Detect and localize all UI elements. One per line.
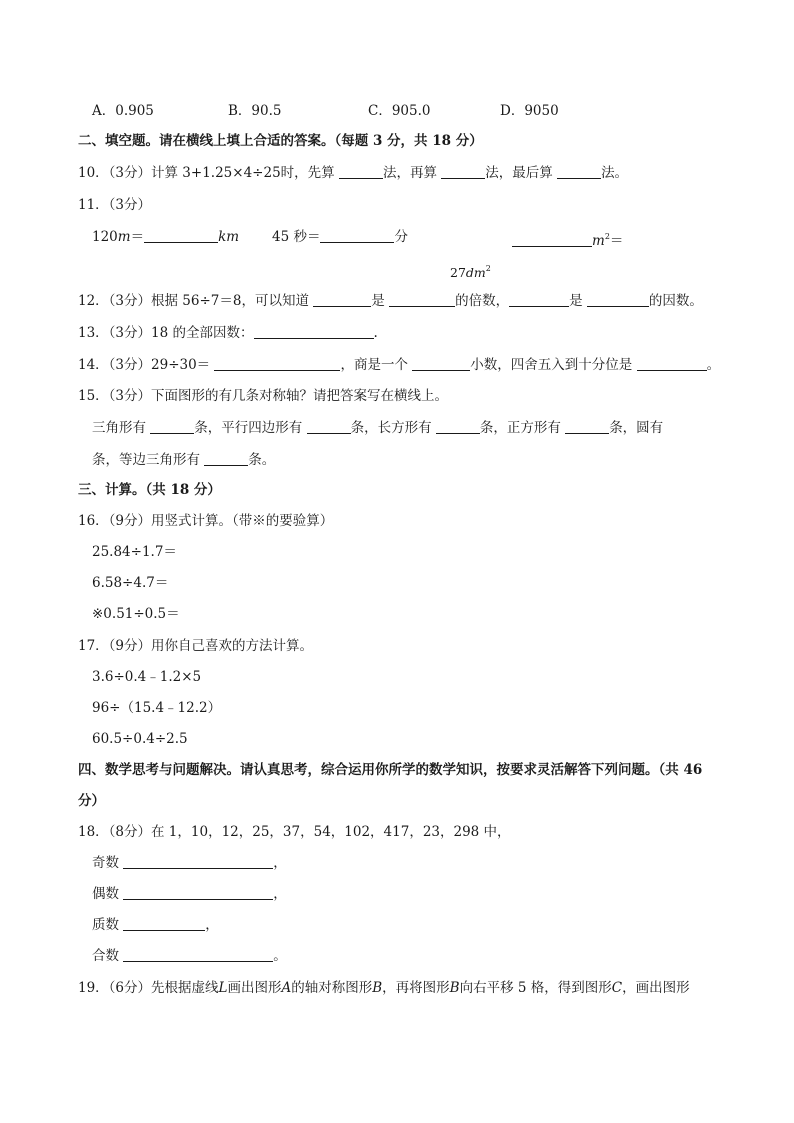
question-16-title: 16．（9分）用竖式计算。（带※的要验算）: [78, 513, 334, 529]
answer-blank[interactable]: [412, 357, 470, 371]
option-d: D．9050: [500, 103, 559, 119]
answer-blank[interactable]: [313, 293, 371, 307]
answer-blank[interactable]: [123, 886, 273, 900]
q16-item-3: ※0.51÷0.5＝: [92, 606, 180, 622]
option-a: A．0.905: [92, 103, 154, 119]
q16-item-1: 25.84÷1.7＝: [92, 544, 177, 560]
q11-conversion-2: 45 秒＝ 分: [272, 229, 408, 245]
answer-blank[interactable]: [123, 917, 205, 931]
question-18-title: 18．（8分）在 1，10，12，25，37，54，102，417，23，298 中，: [78, 824, 511, 840]
answer-blank[interactable]: [123, 948, 273, 962]
question-15-title: 15．（3分）下面图形的有几条对称轴？请把答案写在横线上。: [78, 388, 449, 404]
question-13: 13．（3分）18 的全部因数： .: [78, 325, 378, 341]
q18-prime-line: 质数 ，: [92, 917, 219, 933]
answer-blank[interactable]: [436, 420, 480, 434]
q11-conversion-1: 120m＝ km: [92, 229, 240, 245]
section-heading-calculation: 三、计算。（共 18 分）: [78, 482, 221, 498]
q11-conversion-3: $m^2=$: [512, 228, 623, 250]
answer-blank[interactable]: [254, 325, 374, 339]
answer-blank[interactable]: [389, 293, 455, 307]
q17-item-3: 60.5÷0.4÷2.5: [92, 731, 188, 747]
answer-blank[interactable]: [587, 293, 649, 307]
answer-blank[interactable]: [307, 420, 351, 434]
q18-even-line: 偶数 ，: [92, 886, 287, 902]
option-c: C．905.0: [368, 103, 431, 119]
answer-blank[interactable]: [144, 229, 218, 243]
q17-item-2: 96÷（15.4﹣12.2）: [92, 700, 222, 716]
question-17-title: 17．（9分）用你自己喜欢的方法计算。: [78, 638, 314, 654]
answer-blank[interactable]: [509, 293, 569, 307]
question-15-line-2: 条，等边三角形有 条。: [92, 452, 276, 468]
q18-odd-line: 奇数 ，: [92, 855, 287, 871]
answer-blank[interactable]: [512, 233, 592, 247]
question-10: 10．（3分）计算 3+1.25×4÷25时，先算 法，再算 法，最后算 法。: [78, 165, 629, 181]
answer-blank[interactable]: [204, 452, 248, 466]
answer-blank[interactable]: [637, 357, 707, 371]
answer-blank[interactable]: [214, 357, 340, 371]
question-14: 14．（3分）29÷30＝ ，商是一个 小数，四舍五入到十分位是 。: [78, 357, 721, 373]
option-b: B．90.5: [228, 103, 282, 119]
question-12: 12．（3分）根据 56÷7＝8，可以知道 是 的倍数， 是 的因数。: [78, 293, 703, 309]
section-heading-problem-solving: 四、数学思考与问题解决。请认真思考，综合运用你所学的数学知识，按要求灵活解答下列问题。（共 46: [78, 762, 703, 778]
q17-item-1: 3.6÷0.4﹣1.2×5: [92, 669, 202, 685]
q11-conversion-3-value: $27dm^2$: [450, 264, 491, 280]
answer-blank[interactable]: [320, 229, 394, 243]
answer-blank[interactable]: [441, 165, 485, 179]
section-heading-problem-solving-cont: 分）: [78, 793, 105, 809]
question-11-header: 11．（3分）: [78, 197, 152, 213]
answer-blank[interactable]: [339, 165, 383, 179]
answer-blank[interactable]: [565, 420, 609, 434]
answer-blank[interactable]: [557, 165, 601, 179]
section-heading-fill-in: 二、填空题。请在横线上填上合适的答案。（每题 3 分，共 18 分）: [78, 133, 483, 149]
q18-composite-line: 合数 。: [92, 948, 287, 964]
question-15-line-1: 三角形有 条，平行四边形有 条，长方形有 条，正方形有 条，圆有: [92, 420, 664, 436]
q16-item-2: 6.58÷4.7＝: [92, 575, 169, 591]
question-19: 19．（6分）先根据虚线L画出图形A的轴对称图形B，再将图形B向右平移 5 格，得到图形C，画出图形: [78, 980, 690, 996]
answer-blank[interactable]: [150, 420, 194, 434]
answer-blank[interactable]: [123, 855, 273, 869]
